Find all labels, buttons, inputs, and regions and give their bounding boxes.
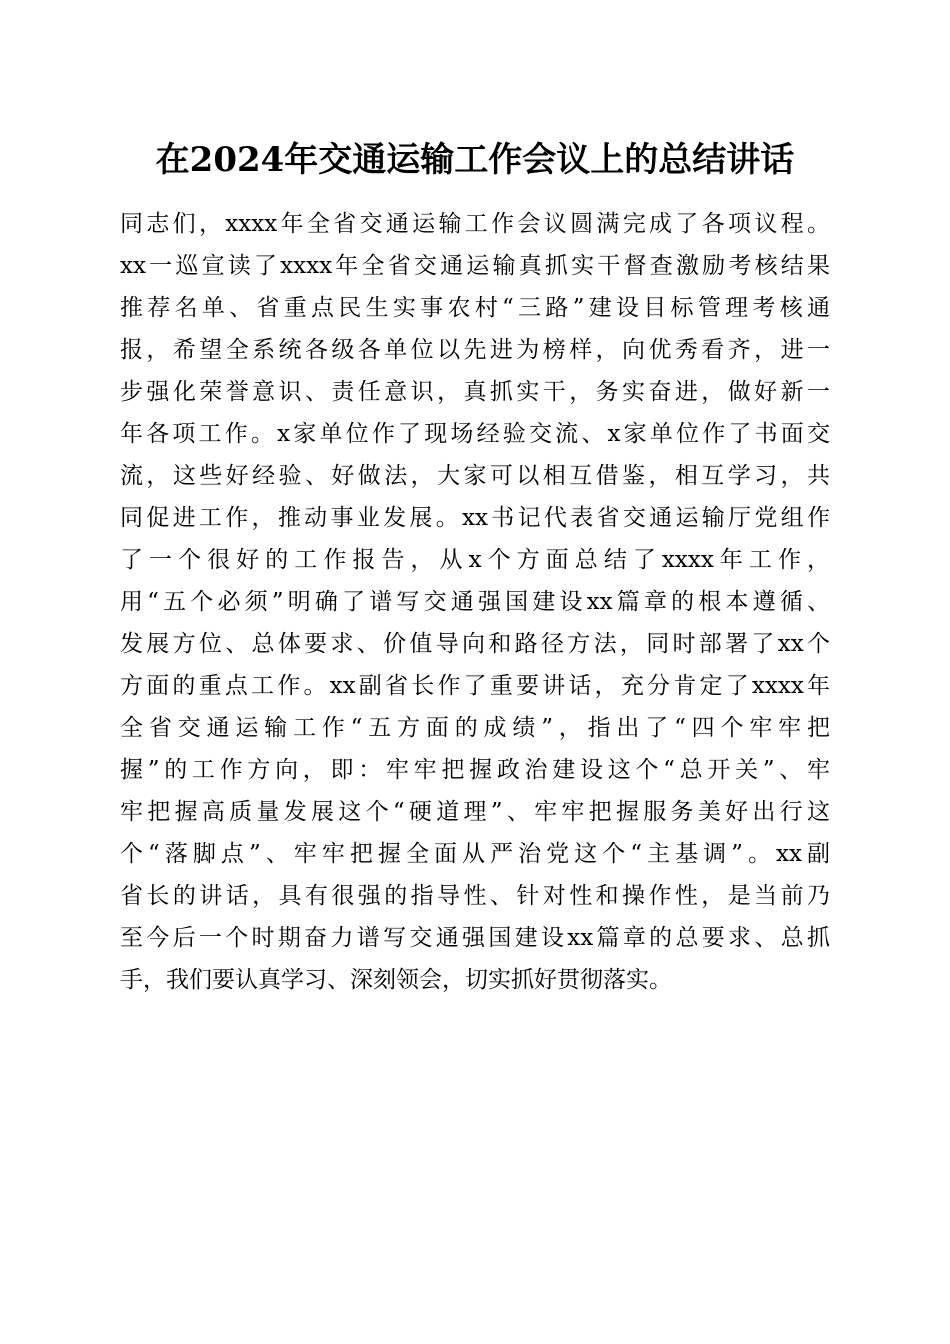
body-line: 方面的重点工作。xx副省长作了重要讲话，充分肯定了xxxx年 xyxy=(120,673,830,699)
body-line: 同志们，xxxx年全省交通运输工作会议圆满完成了各项议程。 xyxy=(120,211,830,237)
body-line: 同促进工作，推动事业发展。xx书记代表省交通运输厅党组作 xyxy=(120,505,830,531)
body-line: 报，希望全系统各级各单位以先进为榜样，向优秀看齐，进一 xyxy=(120,337,830,363)
body-line: 用“五个必须”明确了谱写交通强国建设xx篇章的根本遵循、 xyxy=(120,589,830,615)
body-line: 全省交通运输工作“五方面的成绩”，指出了“四个牢牢把 xyxy=(120,715,830,741)
body-line: 推荐名单、省重点民生实事农村“三路”建设目标管理考核通 xyxy=(120,295,830,321)
body-line: 至今后一个时期奋力谱写交通强国建设xx篇章的总要求、总抓 xyxy=(120,925,830,951)
body-line: 流，这些好经验、好做法，大家可以相互借鉴，相互学习，共 xyxy=(120,463,830,489)
document-title: 在2024年交通运输工作会议上的总结讲话 xyxy=(155,140,795,180)
body-line: 年各项工作。x家单位作了现场经验交流、x家单位作了书面交 xyxy=(120,421,830,447)
document-body xyxy=(120,203,830,1001)
body-line: 发展方位、总体要求、价值导向和路径方法，同时部署了xx个 xyxy=(120,631,830,657)
body-line: 牢把握高质量发展这个“硬道理”、牢牢把握服务美好出行这 xyxy=(120,799,830,825)
body-line: 省长的讲话，具有很强的指导性、针对性和操作性，是当前乃 xyxy=(120,883,830,909)
body-line: 手，我们要认真学习、深刻领会，切实抓好贯彻落实。 xyxy=(120,967,672,993)
body-line: 了一个很好的工作报告，从x个方面总结了xxxx年工作， xyxy=(120,547,830,573)
body-line: xx一巡宣读了xxxx年全省交通运输真抓实干督查激励考核结果 xyxy=(120,253,830,279)
body-line: 个“落脚点”、牢牢把握全面从严治党这个“主基调”。xx副 xyxy=(120,841,830,867)
body-line: 步强化荣誉意识、责任意识，真抓实干，务实奋进，做好新一 xyxy=(120,379,830,405)
body-line: 握”的工作方向，即：牢牢把握政治建设这个“总开关”、牢 xyxy=(120,757,830,783)
